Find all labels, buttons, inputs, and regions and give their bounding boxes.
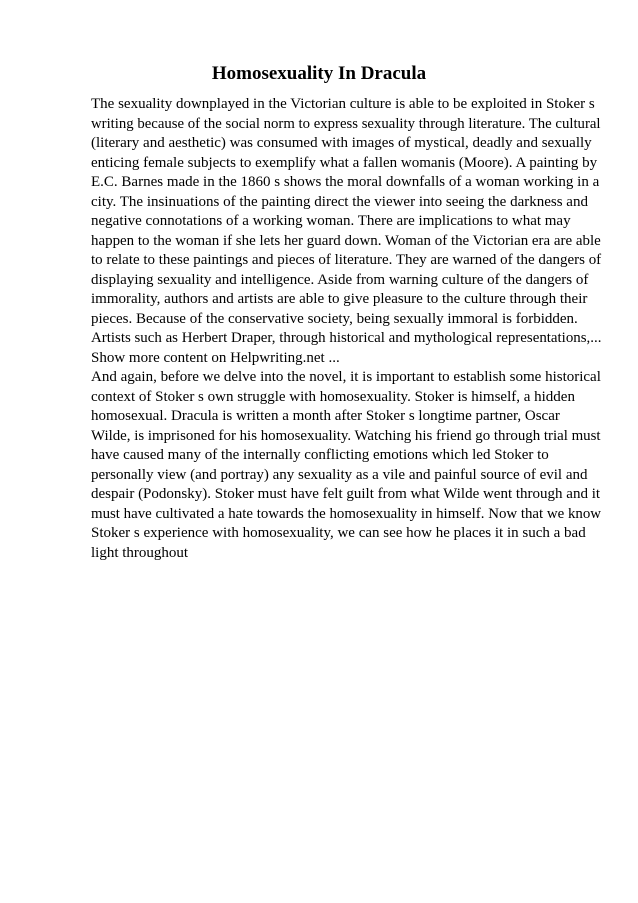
document-body bbox=[91, 95, 601, 563]
body-line: Stoker s experience with homosexuality, we can see how he places it in such a bad bbox=[91, 525, 586, 541]
body-line: E.C. Barnes made in the 1860 s shows the moral downfalls of a woman working in a bbox=[91, 174, 600, 190]
body-line: displaying sexuality and intelligence. Aside from warning culture of the dangers of bbox=[91, 271, 589, 288]
body-line: city. The insinuations of the painting direct the viewer into seeing the darkness and bbox=[91, 193, 588, 210]
body-line: context of Stoker s own struggle with homosexuality. Stoker is himself, a hidden bbox=[91, 388, 575, 405]
body-line: happen to the woman if she lets her guard down. Woman of the Victorian era are able bbox=[91, 232, 601, 249]
body-line: despair (Podonsky). Stoker must have felt guilt from what Wilde went through and it bbox=[91, 486, 601, 502]
body-line: have caused many of the internally conflicting emotions which led Stoker to bbox=[91, 447, 549, 463]
body-line: personally view (and portray) any sexuality as a vile and painful source of evil and bbox=[91, 466, 588, 483]
body-line: pieces. Because of the conservative society, being sexually immoral is forbidden. bbox=[91, 310, 578, 327]
body-line: Wilde, is imprisoned for his homosexuality. Watching his friend go through trial must bbox=[91, 427, 601, 444]
body-line: homosexual. Dracula is written a month after Stoker s longtime partner, Oscar bbox=[91, 408, 560, 424]
body-line: writing because of the social norm to express sexuality through literature. The cultural bbox=[91, 115, 601, 132]
body-line: to relate to these paintings and pieces of literature. They are warned of the dangers of bbox=[91, 252, 602, 268]
body-line: (literary and aesthetic) was consumed with images of mystical, deadly and sexually bbox=[91, 135, 592, 151]
body-line: must have cultivated a hate towards the homosexuality in himself. Now that we know bbox=[91, 505, 602, 522]
body-line: immorality, authors and artists are able to give pleasure to the culture through their bbox=[91, 291, 588, 307]
body-line: The sexuality downplayed in the Victorian culture is able to be exploited in Stoker s bbox=[91, 96, 595, 112]
body-line: Artists such as Herbert Draper, through historical and mythological representations,... bbox=[91, 330, 602, 346]
body-line: negative connotations of a working woman. There are implications to what may bbox=[91, 213, 571, 229]
body-line: light throughout bbox=[91, 544, 189, 561]
body-line: And again, before we delve into the novel, it is important to establish some historical bbox=[91, 369, 601, 385]
body-line: enticing female subjects to exemplify what a fallen womanis (Moore). A painting by bbox=[91, 154, 598, 171]
document-title: Homosexuality In Dracula bbox=[211, 63, 427, 84]
body-line: Show more content on Helpwriting.net ... bbox=[91, 349, 340, 366]
